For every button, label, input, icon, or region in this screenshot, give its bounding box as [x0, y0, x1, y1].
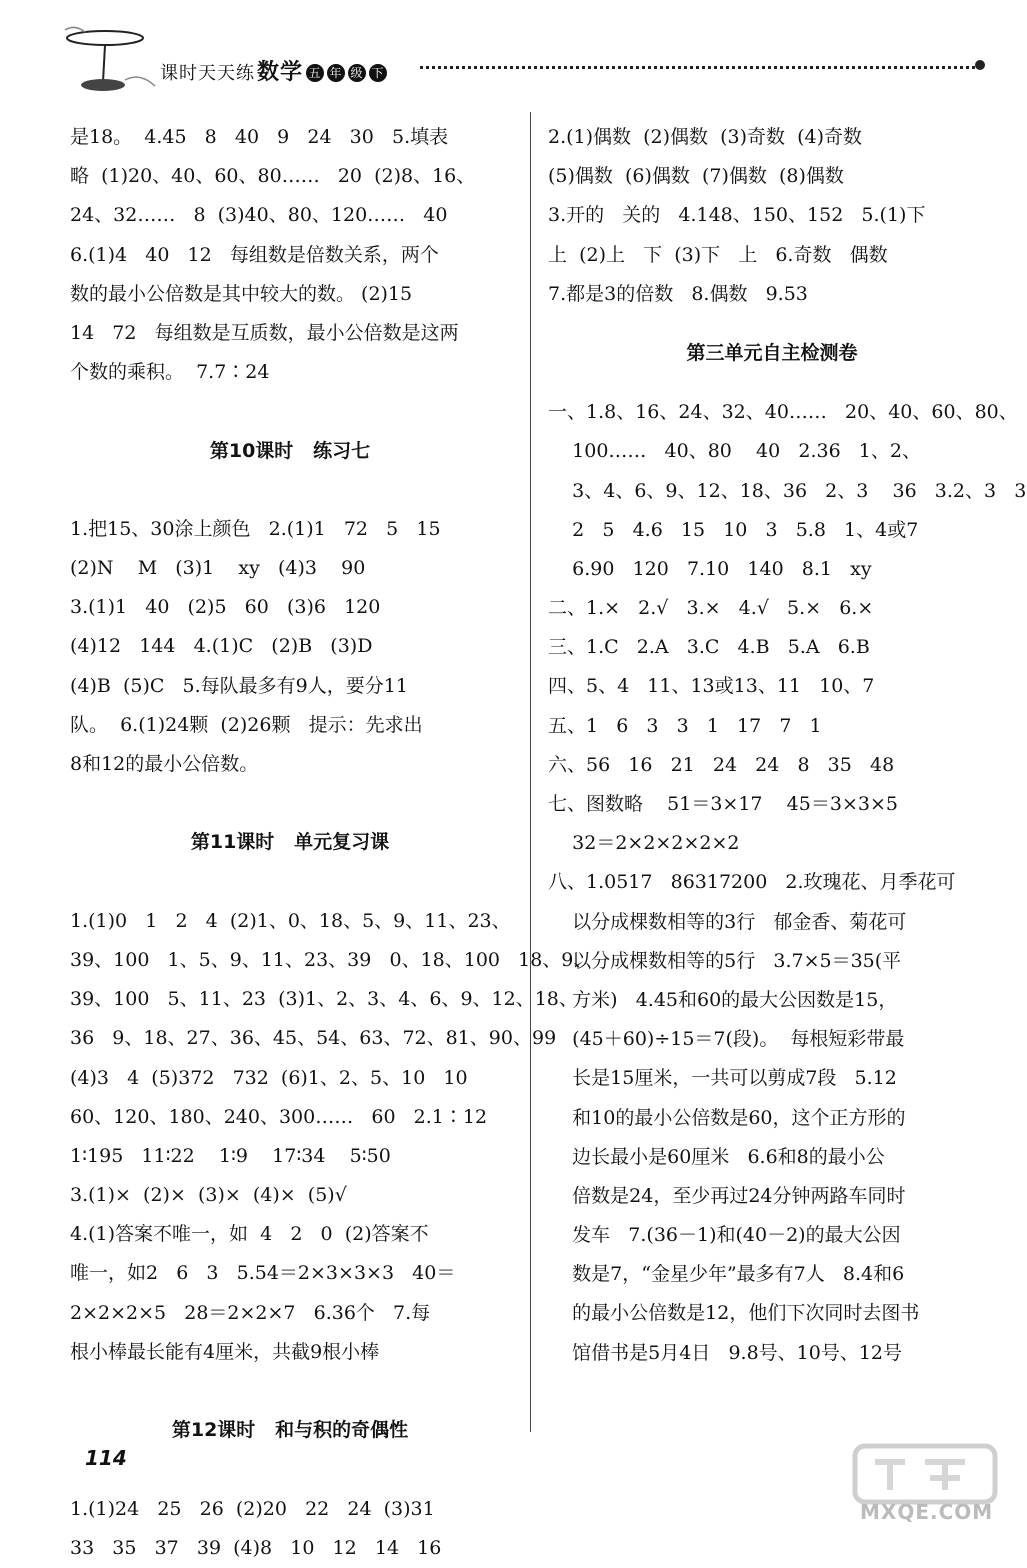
answer-line: 唯一，如2 6 3 5.54＝2×3×3×3 40＝	[70, 1262, 456, 1285]
answer-line: (2)N M (3)1 xy (4)3 90	[70, 557, 366, 580]
section-heading: 第12课时 和与积的奇偶性	[171, 1419, 409, 1442]
page-header	[0, 0, 1027, 110]
header-rule-end-dot	[975, 60, 985, 70]
answer-line: 3、4、6、9、12、18、36 2、3 36 3.2、3 3	[548, 479, 1027, 502]
answer-line: 1.把15、30涂上颜色 2.(1)1 72 5 15	[70, 517, 441, 540]
series-title	[160, 55, 387, 86]
answer-line: 100…… 40、80 40 2.36 1、2、	[548, 440, 921, 463]
answer-line: 24、32…… 8 (3)40、80、120…… 40	[70, 204, 448, 227]
watermark-text: MXQE.COM	[860, 1500, 994, 1524]
answer-line: 以分成棵数相等的3行 郁金香、菊花可	[548, 910, 907, 933]
answer-line: 6.90 120 7.10 140 8.1 xy	[548, 557, 872, 580]
answer-line: 个数的乘积。 7.7∶24	[70, 361, 270, 384]
answer-line: 39、100 1、5、9、11、23、39 0、18、100 18、9、	[70, 948, 593, 971]
answer-line: 八、1.0517 86317200 2.玫瑰花、月季花可	[548, 871, 956, 894]
lamp-icon	[55, 20, 165, 100]
answer-line: 7.都是3的倍数 8.偶数 9.53	[548, 282, 808, 305]
answer-line: 1.(1)24 25 26 (2)20 22 24 (3)31	[70, 1497, 435, 1520]
answer-line: 略 (1)20、40、60、80…… 20 (2)8、16、	[70, 165, 476, 188]
answer-line: 3.(1)1 40 (2)5 60 (3)6 120	[70, 596, 381, 619]
answer-line: 倍数是24，至少再过24分钟两路车同时	[548, 1184, 906, 1207]
grade-badge: 年	[327, 64, 345, 82]
left-column	[70, 118, 593, 1568]
answer-line: 1.(1)0 1 2 4 (2)1、0、18、5、9、11、23、	[70, 909, 511, 932]
answer-line: 馆借书是5月4日 9.8号、10号、12号	[548, 1341, 903, 1364]
answer-line: 七、图数略 51＝3×17 45＝3×3×5	[548, 793, 898, 815]
answer-block	[70, 902, 593, 1372]
series-name: 课时天天练	[160, 63, 255, 84]
answer-line: 数是7，“金星少年”最多有7人 8.4和6	[548, 1263, 905, 1286]
right-column	[548, 118, 1027, 1373]
subject-title: 数学	[257, 60, 304, 85]
answer-line: 2.(1)偶数 (2)偶数 (3)奇数 (4)奇数	[548, 126, 863, 148]
grade-badge: 五	[306, 64, 324, 82]
section-heading: 第三单元自主检测卷	[686, 341, 858, 364]
answer-line: 3.(1)× (2)× (3)× (4)× (5)√	[70, 1184, 347, 1207]
answer-line: 2 5 4.6 15 10 3 5.8 1、4或7	[548, 518, 919, 541]
answer-line: 方米) 4.45和60的最大公因数是15，	[548, 988, 898, 1011]
header-dotted-rule	[420, 66, 975, 69]
answer-block	[70, 1490, 510, 1568]
answer-line: (4)3 4 (5)372 732 (6)1、2、5、10 10	[70, 1066, 468, 1089]
answer-line: 以分成棵数相等的5行 3.7×5＝35(平	[548, 949, 902, 972]
answer-line: 是18。 4.45 8 40 9 24 30 5.填表	[70, 126, 449, 148]
answer-block	[548, 118, 996, 314]
answer-block	[70, 118, 510, 392]
answer-line: 6.(1)4 40 12 每组数是倍数关系，两个	[70, 243, 439, 266]
answer-line: 队。 6.(1)24颗 (2)26颗 提示：先求出	[70, 713, 423, 736]
answer-line: 14 72 每组数是互质数，最小公倍数是这两	[70, 321, 459, 344]
grade-badge: 级	[348, 64, 366, 82]
answer-block	[70, 510, 510, 784]
answer-line: 长是15厘米，一共可以剪成7段 5.12	[548, 1067, 897, 1090]
answer-line: (5)偶数 (6)偶数 (7)偶数 (8)偶数	[548, 165, 844, 188]
answer-line: 三、1.C 2.A 3.C 4.B 5.A 6.B	[548, 636, 870, 659]
answer-line: (45＋60)÷15＝7(段)。 每根短彩带最	[548, 1028, 905, 1051]
answer-line: 36 9、18、27、36、45、54、63、72、81、90、99	[70, 1027, 557, 1050]
answer-line: 3.开的 关的 4.148、150、152 5.(1)下	[548, 204, 926, 227]
answer-line: 的最小公倍数是12，他们下次同时去图书	[548, 1302, 920, 1325]
answer-line: 39、100 5、11、23 (3)1、2、3、4、6、9、12、18、	[70, 988, 578, 1011]
answer-line: 根小棒最长能有4厘米，共截9根小棒	[70, 1340, 380, 1363]
answer-line: 4.(1)答案不唯一，如 4 2 0 (2)答案不	[70, 1223, 429, 1246]
answer-line: 六、56 16 21 24 24 8 35 48	[548, 753, 895, 776]
answer-line: (4)B (5)C 5.每队最多有9人，要分11	[70, 674, 408, 697]
answer-line: (4)12 144 4.(1)C (2)B (3)D	[70, 635, 373, 658]
answer-line: 边长最小是60厘米 6.6和8的最小公	[548, 1145, 885, 1168]
answer-line: 数的最小公倍数是其中较大的数。 (2)15	[70, 282, 413, 305]
answer-line: 33 35 37 39 (4)8 10 12 14 16	[70, 1536, 442, 1559]
section-heading: 第11课时 单元复习课	[190, 831, 390, 854]
answer-line: 上 (2)上 下 (3)下 上 6.奇数 偶数	[548, 243, 888, 266]
answer-block	[548, 393, 1027, 1373]
column-divider	[530, 112, 531, 1432]
page-number: 114	[85, 1446, 127, 1470]
answer-line: 四、5、4 11、13或13、11 10、7	[548, 675, 875, 698]
answer-line: 发车 7.(36－1)和(40－2)的最大公因	[548, 1224, 901, 1247]
answer-line: 一、1.8、16、24、32、40…… 20、40、60、80、	[548, 401, 1018, 424]
answer-line: 8和12的最小公倍数。	[70, 753, 259, 775]
answer-line: 和10的最小公倍数是60，这个正方形的	[548, 1106, 906, 1129]
answer-line: 32＝2×2×2×2×2	[548, 832, 740, 855]
answer-line: 2×2×2×5 28＝2×2×7 6.36个 7.每	[70, 1301, 431, 1324]
answer-line: 五、1 6 3 3 1 17 7 1	[548, 714, 822, 737]
answer-line: 1∶195 11∶22 1∶9 17∶34 5∶50	[70, 1144, 391, 1167]
answer-line: 60、120、180、240、300…… 60 2.1∶12	[70, 1105, 488, 1128]
grade-badge: 下	[369, 64, 387, 82]
section-heading: 第10课时 练习七	[209, 439, 371, 462]
answer-line: 二、1.× 2.√ 3.× 4.√ 5.× 6.×	[548, 597, 874, 620]
